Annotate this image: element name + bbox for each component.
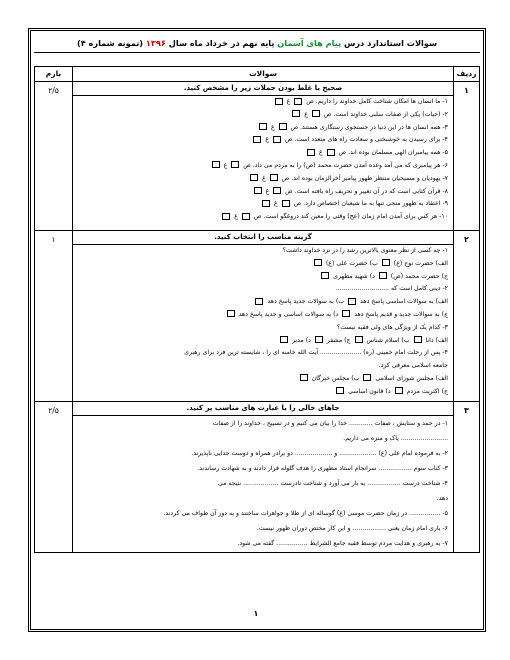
answer-checkbox[interactable] <box>279 123 287 130</box>
question-line: ۵- ................ در زمان حضرت موسی (ع) گوساله ای از طلا و جواهرات ساختند و به دور آن طواف می کردند. <box>163 510 448 517</box>
question-line: ۲- دینی کامل است که ........................... <box>335 285 448 293</box>
answer-checkbox[interactable] <box>275 98 283 105</box>
question-list <box>73 96 453 230</box>
answer-checkbox[interactable] <box>342 310 350 317</box>
question-cell <box>73 402 454 553</box>
question-line: جامعه اسلامی معرفی کرد. <box>378 362 448 370</box>
table-header-row <box>35 67 480 82</box>
answer-checkbox[interactable] <box>314 259 322 266</box>
answer-checkbox[interactable] <box>222 213 230 220</box>
question-cell <box>73 231 454 402</box>
page-number: ۱ <box>253 609 259 618</box>
answer-checkbox[interactable] <box>327 149 335 156</box>
row-number: ۳ <box>454 402 480 553</box>
question-line: ........................ پاک و منزه می داریم. <box>343 435 448 442</box>
question-line: ۶- یاری امام زمان یعنی ................. و این کار مختص دوران ظهور نیست. <box>256 525 448 532</box>
column-header-row: ردیف <box>454 67 480 82</box>
score-cell: ۲/۵ <box>35 82 73 231</box>
option-line: ج) حضرت محمد (ص) د) شهید مطهری <box>76 271 448 284</box>
question-line: ۳- همه انسان ها در این دنیا در جستجوی رستگاری هستند. ص غ <box>76 122 448 135</box>
answer-checkbox[interactable] <box>270 174 278 181</box>
option-line: ج) به سوالات جدید و قدیم پاسخ دهد د) به سوالات اساسی و جدید پاسخ دهد <box>76 309 448 322</box>
question-line: ۴- برای رسیدن به خوشبختی و سعادت راه های متعدد است. ص غ <box>76 134 448 147</box>
row-number: ۱ <box>454 82 480 231</box>
question-line: دهد. <box>436 495 448 502</box>
answer-checkbox[interactable] <box>253 136 261 143</box>
answer-checkbox[interactable] <box>307 149 315 156</box>
question-list <box>73 416 453 552</box>
answer-checkbox[interactable] <box>312 110 320 117</box>
question-line: ۱- چه کسی از نظر معنوی بالاترین رشد را در نزد خداوند داشت؟ <box>282 247 448 254</box>
answer-checkbox[interactable] <box>382 259 390 266</box>
row-number: ۲ <box>454 231 480 402</box>
title-text-2: پایه نهم در خرداد ماه سال <box>168 38 275 48</box>
answer-checkbox[interactable] <box>321 272 329 279</box>
answer-checkbox[interactable] <box>254 187 262 194</box>
answer-checkbox[interactable] <box>282 200 290 207</box>
answer-checkbox[interactable] <box>273 136 281 143</box>
question-line: ۷- یهودیان و مسیحیان منتظر ظهور پیامبر آخرالزمان بوده اند. ص غ <box>76 173 448 186</box>
question-line: ۲- به فرموده امام علی (ع) ................... و ................... دو برادر همراه و دوست جدایی ناپذیرند. <box>191 450 448 457</box>
question-list <box>73 245 453 401</box>
question-line: ۶- هر پیامبری که می آمد وعده آمدن حضرت محمد (ص) را به مردم می داد. ص غ <box>76 160 448 173</box>
section-title: جاهای خالی را با عبارت های مناسب پر کنید. <box>73 402 453 416</box>
question-line: ۸- قرآن کتابی است که در آن تغییر و تحریف راه یافته است. ص غ <box>76 186 448 199</box>
option-line: الف) به سوالات اساسی پاسخ دهد ب) به سوالات جدید پاسخ دهد <box>76 296 448 309</box>
question-line: ۵- همه پیامبران الهی مسلمان بوده اند. ص غ <box>76 147 448 160</box>
answer-checkbox[interactable] <box>250 174 258 181</box>
question-line: ۳- کدام یک از ویژگی های ولی فقیه نیست؟ <box>337 323 448 331</box>
title-sample-number: (نمونه شماره ۴) <box>76 38 144 48</box>
answer-checkbox[interactable] <box>315 336 323 343</box>
answer-checkbox[interactable] <box>395 387 403 394</box>
answer-checkbox[interactable] <box>231 161 239 168</box>
option-line: الف) حضرت نوح (ع) ب) حضرت علی (ع) <box>76 258 448 271</box>
exam-table <box>34 66 480 553</box>
section-row-1 <box>35 82 480 231</box>
answer-checkbox[interactable] <box>227 310 235 317</box>
question-line: ۷- به رهبری و هدایت مردم توسط فقیه جامع الشرایط ................ گفته می شود. <box>237 540 448 547</box>
title-year: ۱۳۹۶ <box>145 38 166 48</box>
answer-checkbox[interactable] <box>273 187 281 194</box>
title-text: سوالات استاندارد درس <box>344 38 438 48</box>
answer-checkbox[interactable] <box>300 374 308 381</box>
question-line: ۲- (حیات) یکی از صفات سلبی خداوند است. ص غ <box>76 109 448 122</box>
question-line: ۱- ما انسان ها امکان شناخت کامل خداوند را داریم. ص غ <box>76 96 448 109</box>
section-row-3 <box>35 402 480 553</box>
column-header-score: بارم <box>35 67 73 82</box>
answer-checkbox[interactable] <box>292 110 300 117</box>
column-header-questions: سوالات <box>73 67 454 82</box>
option-line: الف) مجلس شورای اسلامی ب) مجلس خبرگان <box>76 373 448 386</box>
page-title <box>34 34 480 53</box>
answer-checkbox[interactable] <box>379 272 387 279</box>
score-cell: ۱ <box>35 231 73 402</box>
answer-checkbox[interactable] <box>414 336 422 343</box>
answer-checkbox[interactable] <box>212 161 220 168</box>
question-cell <box>73 82 454 231</box>
answer-checkbox[interactable] <box>280 336 288 343</box>
answer-checkbox[interactable] <box>259 123 267 130</box>
section-row-2 <box>35 231 480 402</box>
answer-checkbox[interactable] <box>348 298 356 305</box>
answer-checkbox[interactable] <box>336 387 344 394</box>
answer-checkbox[interactable] <box>262 200 270 207</box>
option-line: ج) اکثریت مردم د) قانون اساسی <box>76 386 448 399</box>
title-course-name: پیام های آسمان <box>277 38 342 48</box>
question-line: ۱- در حمد و ستایش ، صفات ............ خدا را بیان می کنیم و در تسبیح ، خداوند را از صفات <box>212 420 448 427</box>
answer-checkbox[interactable] <box>363 374 371 381</box>
answer-checkbox[interactable] <box>355 336 363 343</box>
answer-checkbox[interactable] <box>294 98 302 105</box>
question-line: ۹- اعتقاد به ظهور منجی تنها به ما شیعیان اختصاص دارد. ص غ <box>76 198 448 211</box>
question-line: ۴- پس از رحلت امام خمینی (ره) ..................... آیت الله خامنه ای را ، شایسته ترین فرد برای رهبری <box>184 349 448 357</box>
question-line: ۳- کتاب سوم ................. سرانجام استاد مطهری را هدف گلوله قرار دادند و به شهادت رساندند. <box>197 465 448 472</box>
score-cell: ۲/۵ <box>35 402 73 553</box>
answer-checkbox[interactable] <box>242 213 250 220</box>
section-title: صحیح یا غلط بودن جملات زیر را مشخص کنید. <box>73 82 453 96</box>
answer-checkbox[interactable] <box>255 298 263 305</box>
question-line: ۴- شناخت درست ................. به بار می آورد و شناخت نادرست .................. نتیجه می <box>217 480 448 487</box>
question-line: ۱۰- هر کس برای آمدن امام زمان (عج) وقتی را معین کند دروغگو است. ص غ <box>76 211 448 224</box>
option-line: الف) دانا ب) اسلام شناس ج) مشفر د) مدبر <box>76 335 448 348</box>
section-title: گزینه مناسب را انتخاب کنید. <box>73 231 453 245</box>
